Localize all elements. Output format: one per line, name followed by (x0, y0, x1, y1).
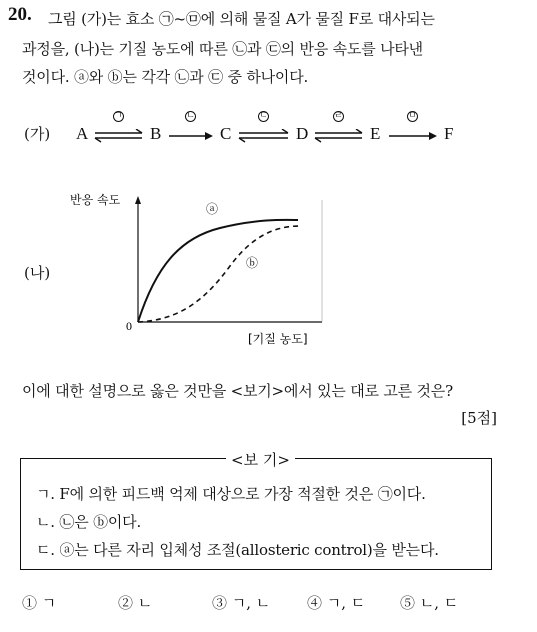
question-line-3: 것이다. ⓐ와 ⓑ는 각각 ㉡과 ㉢ 중 하나이다. (22, 68, 309, 86)
curve-b (138, 226, 300, 322)
statement-nieun: ㄴ. ㉡은 ⓑ이다. (36, 513, 142, 531)
statement-digeut: ㄷ. ⓐ는 다른 자리 입체성 조절(allosteric control)을 받는다. (36, 541, 439, 559)
forward-arrow-5 (388, 129, 438, 143)
question-number: 20. (8, 4, 32, 25)
enzyme-label-2: ㄴ (186, 111, 195, 121)
rate-graph (60, 188, 340, 348)
choice-4[interactable]: ④ ㄱ, ㄷ (307, 594, 366, 612)
part-ga-label: (가) (24, 125, 51, 143)
substance-d: D (296, 124, 309, 143)
choice-3[interactable]: ③ ㄱ, ㄴ (212, 594, 271, 612)
choice-1[interactable]: ① ㄱ (22, 594, 57, 612)
curve-b-label: ⓑ (246, 256, 259, 270)
x-axis-label: [기질 농도] (248, 332, 308, 346)
question-line-1: 그림 (가)는 효소 ㉠~㉤에 의해 물질 A가 물질 F로 대사되는 (48, 10, 435, 28)
curve-a (138, 220, 298, 322)
reversible-arrow-4 (314, 129, 364, 143)
substance-b: B (150, 124, 162, 143)
curve-a-label: ⓐ (206, 202, 219, 216)
origin-label: 0 (126, 319, 132, 333)
choice-5[interactable]: ⑤ ㄴ, ㄷ (400, 594, 459, 612)
substance-a: A (76, 124, 89, 143)
bogi-title: <보 기> (226, 449, 295, 470)
enzyme-label-4: ㄹ (334, 111, 343, 121)
reversible-arrow-1 (94, 129, 144, 143)
statement-giyeok: ㄱ. F에 의한 피드백 억제 대상으로 가장 적절한 것은 ㉠이다. (36, 485, 426, 503)
y-axis-arrow (135, 196, 141, 204)
question-line-2: 과정을, (나)는 기질 농도에 따른 ㉡과 ㉢의 반응 속도를 나타낸 (22, 40, 423, 58)
substance-f: F (444, 124, 454, 143)
substance-c: C (220, 124, 232, 143)
question-prompt: 이에 대한 설명으로 옳은 것만을 <보기>에서 있는 대로 고른 것은? (22, 382, 453, 400)
points-label: [5점] (461, 409, 497, 427)
part-na-label: (나) (24, 264, 51, 282)
forward-arrow-2 (168, 129, 214, 143)
reversible-arrow-3 (238, 129, 290, 143)
y-axis-label: 반응 속도 (70, 193, 121, 207)
enzyme-label-1: ㄱ (114, 111, 123, 121)
substance-e: E (370, 124, 381, 143)
choice-2[interactable]: ② ㄴ (118, 594, 153, 612)
enzyme-label-5: ㅁ (408, 111, 417, 121)
enzyme-label-3: ㄷ (259, 111, 268, 121)
